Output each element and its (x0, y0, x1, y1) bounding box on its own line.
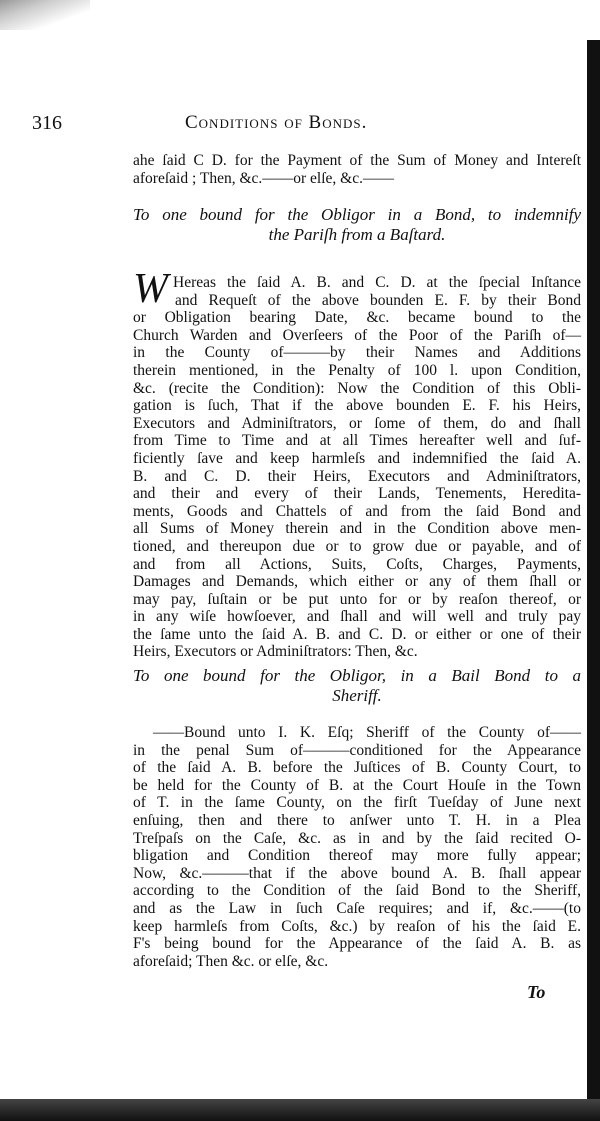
text-line: or Obligation bearing Date, &c. became bound to the (133, 309, 581, 327)
text-line: aforeſaid; Then &c. or elſe, &c. (133, 952, 329, 970)
text-line: be held for the County of B. at the Court Houſe in the Town (133, 776, 581, 794)
text-line: ahe ſaid C D. for the Payment of the Sum of Money and Intereſt (133, 152, 581, 169)
text-line: all Sums of Money therein and in the Condition above men- (133, 520, 581, 538)
text-line: Heirs, Executors or Adminiſtrators: Then, &c. (133, 643, 418, 661)
text-line: bligation and Condition thereof may more fully appear; (133, 847, 581, 865)
text-line: Damages and Demands, which either or any of them ſhall or (133, 573, 581, 591)
paragraph-parish-bond (133, 274, 581, 661)
text-line: To one bound for the Obligor, in a Bail Bond to a (133, 666, 581, 685)
text-line: therein mentioned, in the Penalty of 100 l. upon Condition, (133, 361, 581, 379)
text-line: of T. in the ſame County, on the firſt Tueſday of June next (133, 794, 581, 812)
text-line: To one bound for the Obligor in a Bond, to indemnify (133, 205, 581, 224)
text-line: B. and C. D. their Heirs, Executors and Adminiſtrators, (133, 467, 581, 485)
text-line: in the County of———by their Names and Additions (133, 344, 581, 362)
text-line: and their and every of their Lands, Tenements, Heredita- (133, 485, 581, 503)
text-line: in the penal Sum of———conditioned for the Appearance (133, 741, 581, 759)
section-title-parish (133, 205, 581, 245)
scan-corner-shadow (0, 0, 90, 30)
text-line: Treſpaſs on the Caſe, &c. as in and by the ſaid recited O- (133, 829, 581, 847)
text-line: Church Warden and Overſeers of the Poor of the Pariſh of— (133, 326, 581, 344)
catchword: To (527, 982, 546, 1002)
text-line: from Time to Time and at all Times hereafter well and ſuf- (133, 432, 581, 450)
paragraph-bail-bond (133, 724, 581, 970)
text-line: in any wiſe howſoever, and ſhall and will well and truly pay (133, 608, 581, 626)
section-title-bail-bond (133, 666, 581, 706)
text-line: may pay, ſuſtain or be put unto for or by reaſon thereof, or (133, 590, 581, 608)
page-number: 316 (32, 112, 62, 134)
text-line: Sheriff. (332, 686, 382, 705)
text-line: keep harmleſs from Coſts, &c.) by reaſon of his the ſaid E. (133, 917, 581, 935)
text-line: &c. (recite the Condition): Now the Condition of this Obli- (133, 379, 581, 397)
page-edge-shadow (587, 40, 600, 1100)
text-line: of the ſaid A. B. before the Juſtices of B. County Court, to (133, 759, 581, 777)
text-line: and from all Actions, Suits, Coſts, Charges, Payments, (133, 555, 581, 573)
text-line: according to the Condition of the ſaid Bond to the Sheriff, (133, 882, 581, 900)
text-line: Hereas the ſaid A. B. and C. D. at the ſpecial Inſtance (173, 274, 581, 291)
text-line: gation is ſuch, That if the above bounden E. F. his Heirs, (133, 397, 581, 415)
text-line: ficiently ſave and keep harmleſs and indemnified the ſaid A. (133, 449, 581, 467)
text-line: the Pariſh from a Baſtard. (268, 225, 446, 244)
text-line: enſuing, then and there to anſwer unto T. H. in a Plea (133, 811, 581, 829)
running-title: Conditions of Bonds. (185, 112, 368, 133)
text-line: Now, &c.———that if the above bound A. B. ſhall appear (133, 864, 581, 882)
text-line: F's being bound for the Appearance of the ſaid A. B. as (133, 935, 581, 953)
text-line: aforeſaid ; Then, &c.——or elſe, &c.—— (133, 169, 394, 187)
text-line: and Requeſt of the above bounden E. F. by their Bond (175, 291, 581, 309)
text-line: ——Bound unto I. K. Eſq; Sheriff of the County of—— (153, 724, 581, 741)
text-line: ments, Goods and Chattels of and from the ſaid Bond and (133, 502, 581, 520)
text-line: tioned, and thereupon due or to grow due or payable, and of (133, 537, 581, 555)
text-line: the ſame unto the ſaid A. B. and C. D. or either or one of their (133, 625, 581, 643)
text-line: Executors and Adminiſtrators, or ſome of them, do and ſhall (133, 414, 581, 432)
continuation-text (133, 152, 581, 187)
page-bottom-shadow (0, 1099, 600, 1121)
drop-cap: W (133, 266, 168, 312)
text-line: and as the Law in ſuch Caſe requires; and if, &c.——(to (133, 899, 581, 917)
